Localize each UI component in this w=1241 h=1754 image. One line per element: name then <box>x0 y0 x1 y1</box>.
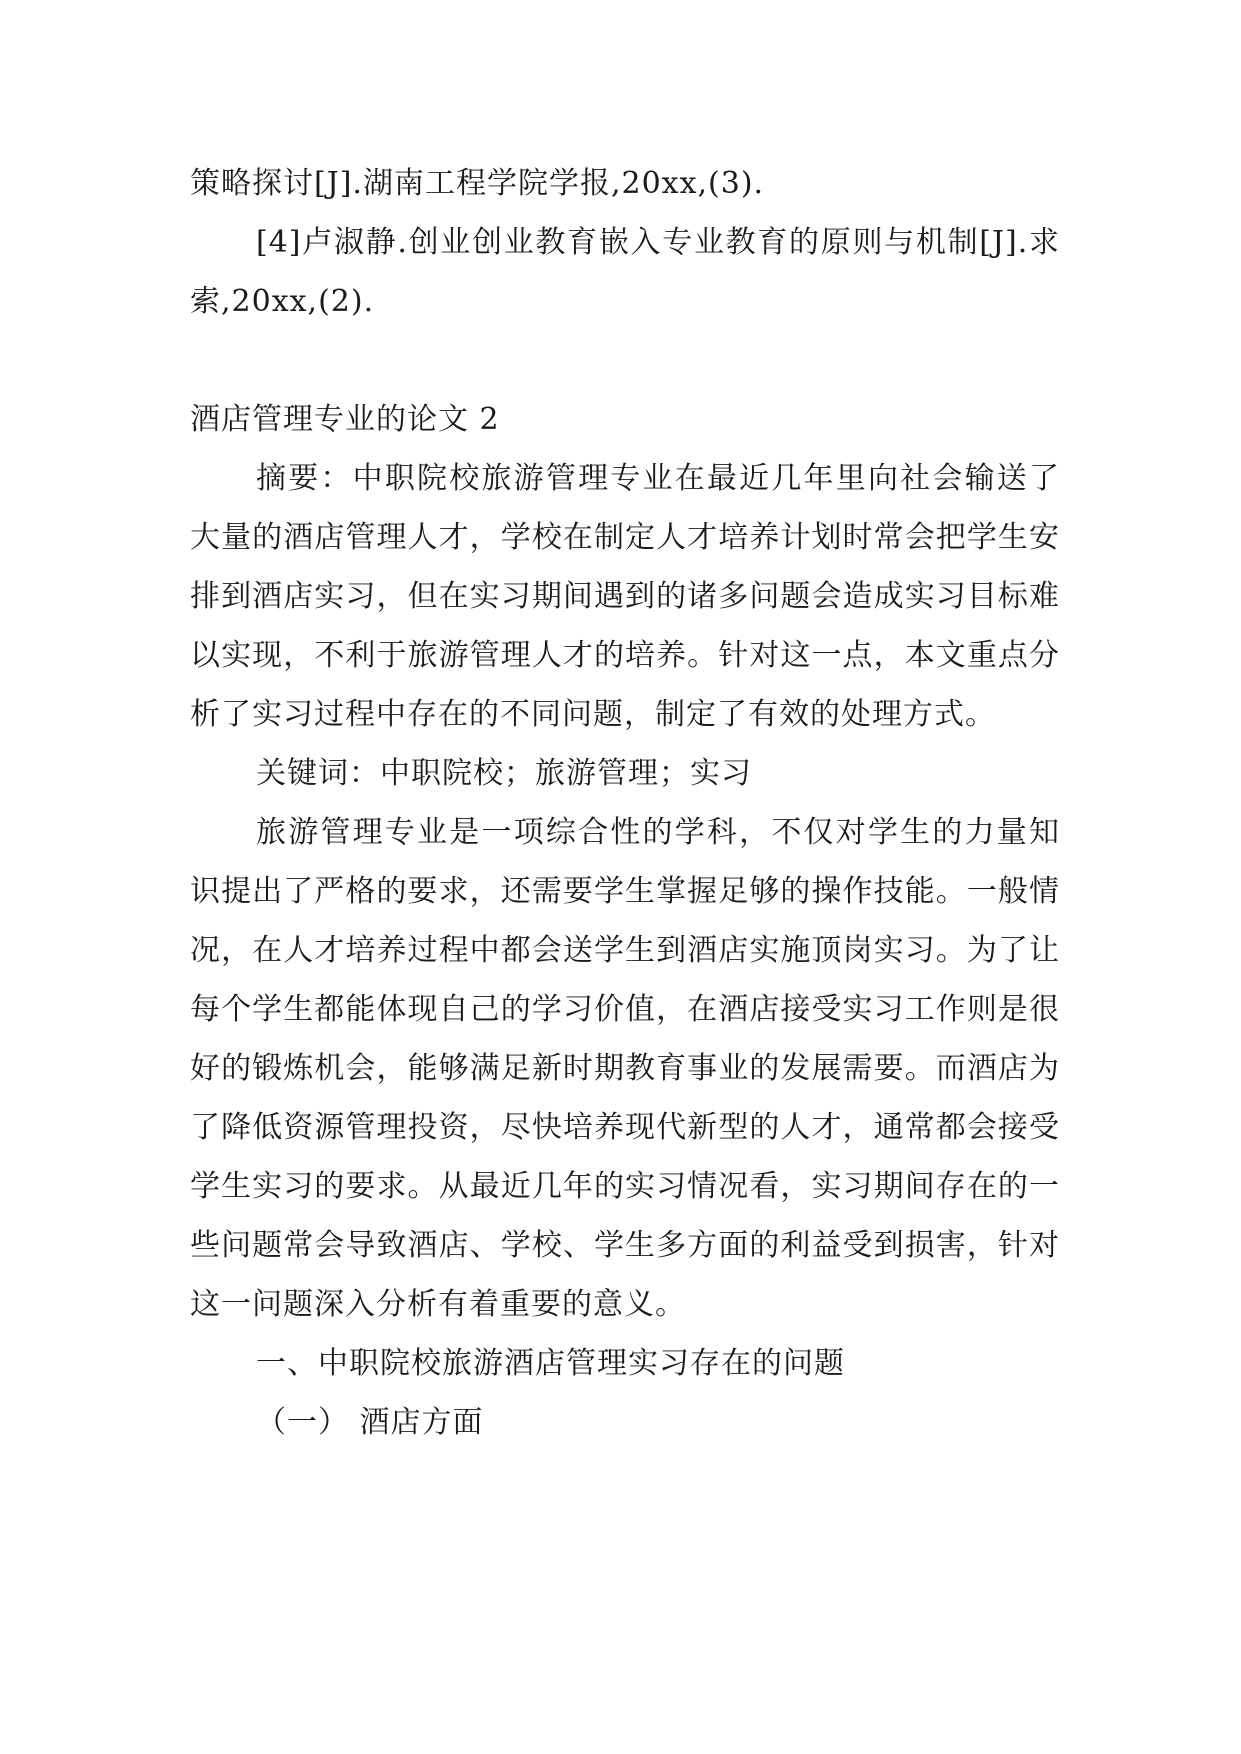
section-heading-1: 一、中职院校旅游酒店管理实习存在的问题 <box>256 1346 845 1381</box>
reference-4: [4]卢淑静.创业创业教育嵌入专业教育的原则与机制[J].求索,20xx,(2). <box>190 225 1060 319</box>
document-body <box>190 154 1060 1452</box>
abstract-paragraph: 摘要：中职院校旅游管理专业在最近几年里向社会输送了大量的酒店管理人才，学校在制定人才培养计划时常会把学生安排到酒店实习，但在实习期间遇到的诸多问题会造成实习目标难以实现，不利于旅游管理人才的培养。针对这一点，本文重点分析了实习过程中存在的不同问题，制定了有效的处理方式。 <box>190 461 1060 732</box>
subsection-heading-1: （一） 酒店方面 <box>256 1405 484 1440</box>
intro-paragraph: 旅游管理专业是一项综合性的学科，不仅对学生的力量知识提出了严格的要求，还需要学生掌握足够的操作技能。一般情况，在人才培养过程中都会送学生到酒店实施顶岗实习。为了让每个学生都能体现自己的学习价值，在酒店接受实习工作则是很好的锻炼机会，能够满足新时期教育事业的发展需要。而酒店为了降低资源管理投资，尽快培养现代新型的人才，通常都会接受学生实习的要求。从最近几年的实习情况看，实习期间存在的一些问题常会导致酒店、学校、学生多方面的利益受到损害，针对这一问题深入分析有着重要的意义。 <box>190 815 1060 1322</box>
paragraph-gap <box>190 331 1060 390</box>
article-title: 酒店管理专业的论文 2 <box>190 402 500 437</box>
reference-3-tail: 策略探讨[J].湖南工程学院学报,20xx,(3). <box>190 166 765 201</box>
keywords-paragraph: 关键词：中职院校；旅游管理；实习 <box>256 756 752 791</box>
